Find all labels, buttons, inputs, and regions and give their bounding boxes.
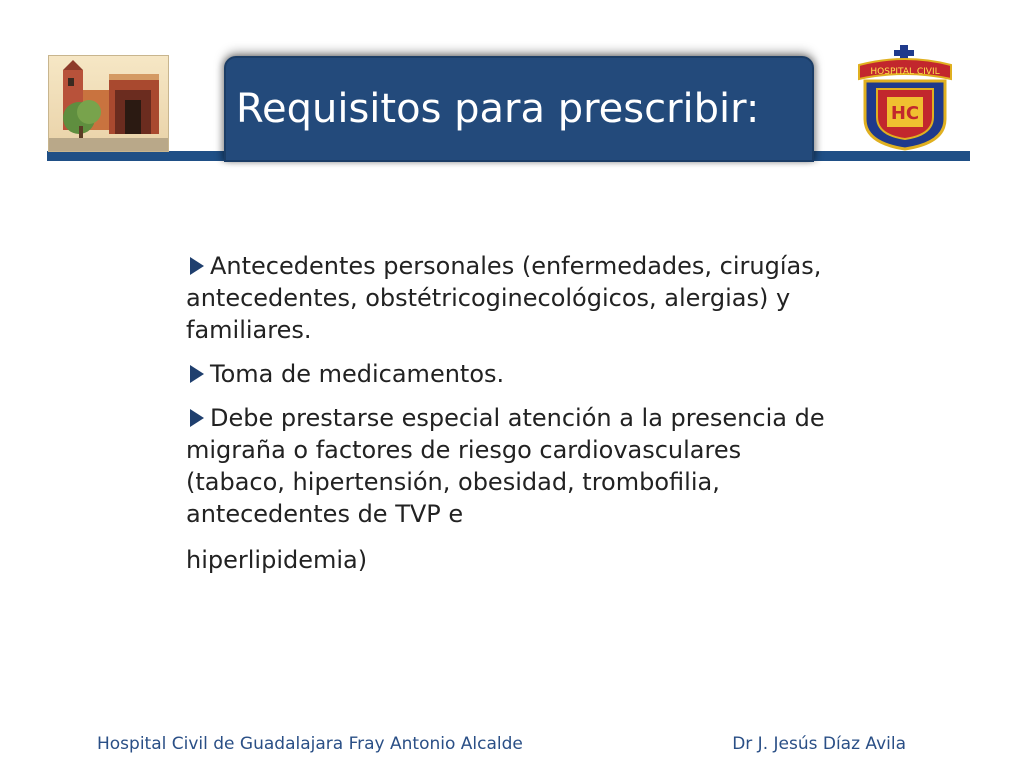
bullet-item: [186, 358, 846, 390]
title-banner: [224, 56, 814, 162]
bullet-continuation: hiperlipidemia): [186, 546, 368, 574]
footer-author: Dr J. Jesús Díaz Avila: [732, 734, 906, 754]
bullet-item: [186, 402, 846, 576]
bullet-item: [186, 250, 846, 346]
footer-hospital-name: Hospital Civil de Guadalajara Fray Antonio Alcalde: [97, 734, 523, 754]
arrow-bullet-icon: [190, 409, 204, 427]
bullet-text: Toma de medicamentos.: [210, 360, 505, 388]
hospital-civil-crest-logo: [853, 43, 957, 151]
svg-text:HC: HC: [890, 103, 920, 124]
bullet-text: Debe prestarse especial atención a la presencia de migraña o factores de riesgo cardiovasculares (tabaco, hipertensión, obesidad, trombofilia, antecedentes de TVP e: [186, 404, 825, 528]
page-title: Requisitos para prescribir:: [236, 86, 760, 132]
bullet-list: [186, 250, 846, 588]
hospital-building-logo: [48, 55, 169, 152]
arrow-bullet-icon: [190, 365, 204, 383]
arrow-bullet-icon: [190, 257, 204, 275]
svg-text:HOSPITAL CIVIL: HOSPITAL CIVIL: [870, 67, 940, 77]
bullet-text: Antecedentes personales (enfermedades, cirugías, antecedentes, obstétricoginecológicos, alergias) y familiares.: [186, 252, 822, 344]
